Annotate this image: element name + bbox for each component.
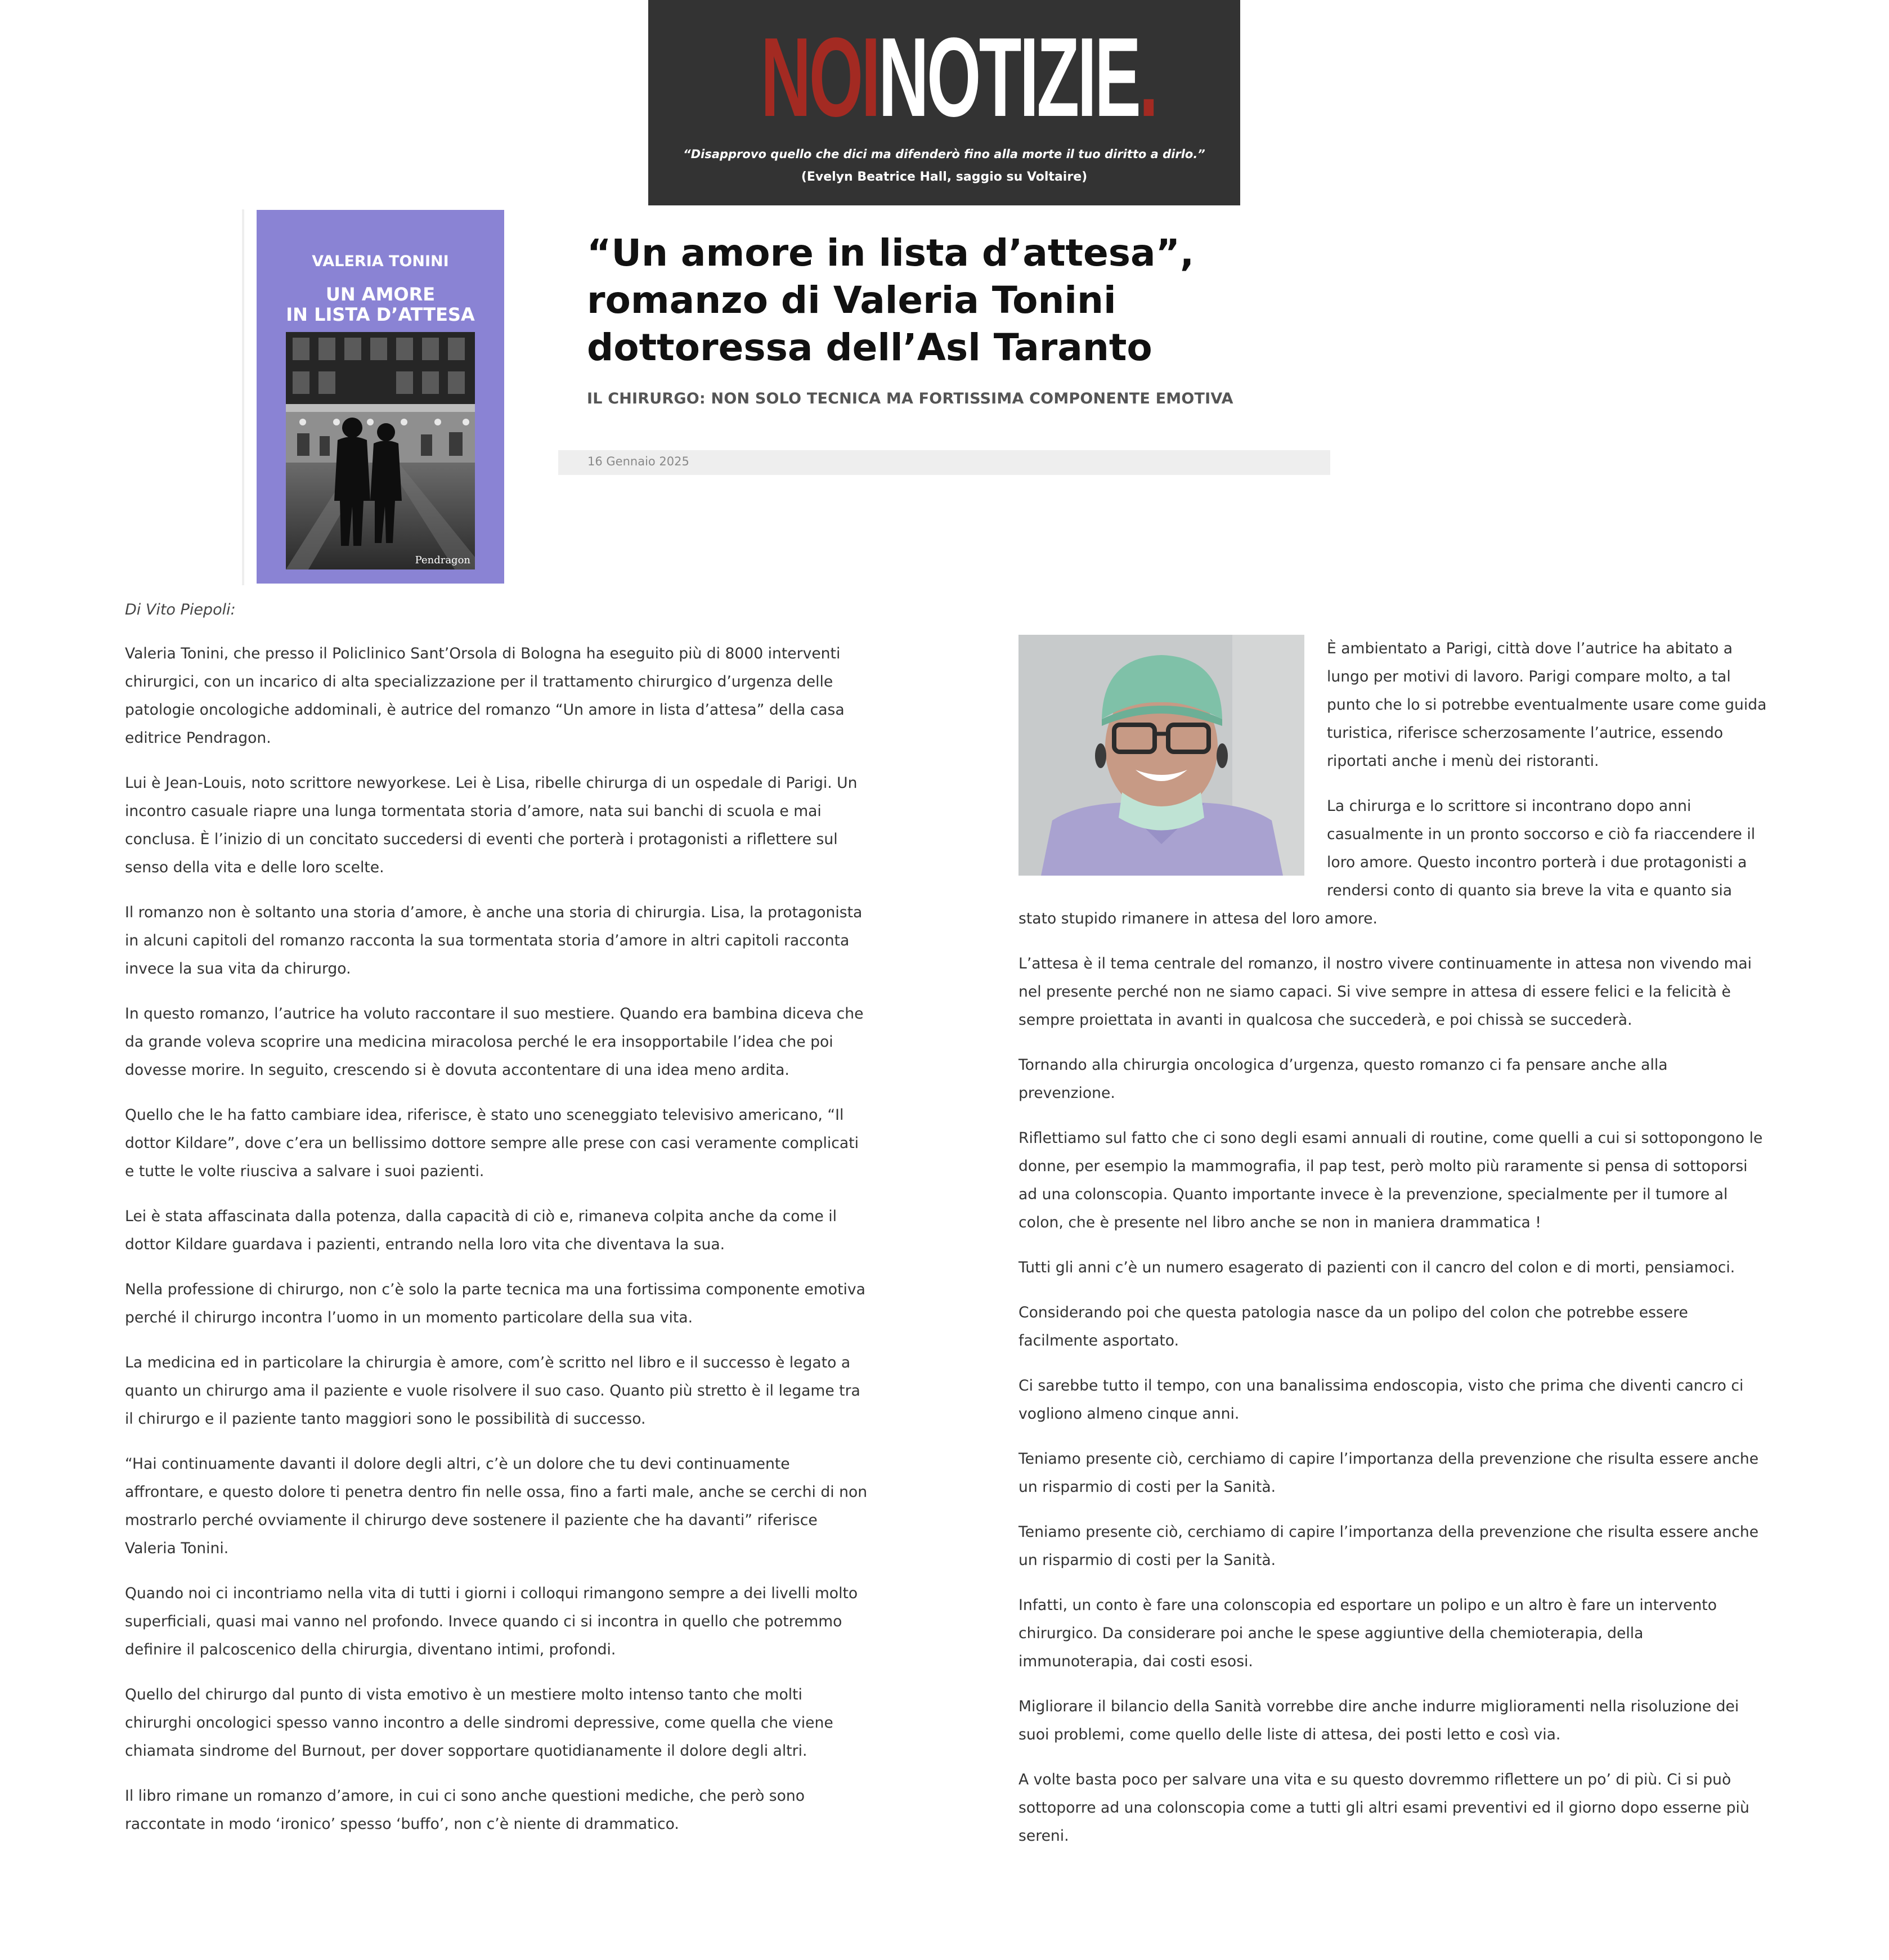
cover-title-line-2: IN LISTA D’ATTESA (286, 304, 475, 325)
paragraph: Teniamo presente ciò, cerchiamo di capire l’importanza della prevenzione che risulta essere anche un risparmio di costi per la Sanità. (1018, 1450, 1759, 1496)
paragraph: Quando noi ci incontriamo nella vita di tutti i giorni i colloqui rimangono sempre a dei livelli molto superficiali, quasi mai vanno nel profondo. Invece quando ci si incontra in quello che potremmo definire il palcoscenico della chirurgia, diventano intimi, profondi. (125, 1585, 858, 1658)
paragraph: Il libro rimane un romanzo d’amore, in cui ci sono anche questioni mediche, che però sono raccontate in modo ‘ironico’ spesso ‘buffo’, non c’è niente di drammatico. (125, 1787, 805, 1833)
paragraph: Quello che le ha fatto cambiare idea, riferisce, è stato uno sceneggiato televisivo americano, “Il dottor Kildare”, dove c’era un bellissimo dottore sempre alle prese con casi veramente complicati e tutte le volte riusciva a salvare i suoi pazienti. (125, 1106, 859, 1180)
article-left-column (125, 640, 868, 1855)
cover-divider (242, 209, 244, 585)
cover-author: VALERIA TONINI (312, 253, 449, 270)
paragraph: Infatti, un conto è fare una colonscopia ed esportare un polipo e un altro è fare un intervento chirurgico. Da considerare poi anche le spese aggiuntive della chemioterapia, della immunoterapia, dai costi esosi. (1018, 1596, 1717, 1670)
paragraph: Considerando poi che questa patologia nasce da un polipo del colon che potrebbe essere facilmente asportato. (1018, 1304, 1688, 1349)
paragraph: “Hai continuamente davanti il dolore degli altri, c’è un dolore che tu devi continuamente affrontare, e questo dolore ti penetra dentro fin nelle ossa, fino a farti male, anche se cerchi di non mostrarlo perché ovviamente il chirurgo deve sostenere il paziente che ha davanti” riferisce Valeria Tonini. (125, 1455, 868, 1557)
masthead-motto-attribution: (Evelyn Beatrice Hall, saggio su Voltaire) (801, 170, 1088, 184)
paragraph: Migliorare il bilancio della Sanità vorrebbe dire anche indurre miglioramenti nella risoluzione dei suoi problemi, come quello delle liste di attesa, dei posti letto e così via. (1018, 1698, 1739, 1743)
paragraph: È ambientato a Parigi, città dove l’autrice ha abitato a lungo per motivi di lavoro. Parigi compare molto, a tal punto che lo si potrebbe eventualmente usare come guida turistica, riferisce scherzosamente l’autrice, essendo riportati anche i menù dei ristoranti. (1327, 640, 1767, 770)
paragraph: Teniamo presente ciò, cerchiamo di capire l’importanza della prevenzione che risulta essere anche un risparmio di costi per la Sanità. (1018, 1523, 1759, 1569)
cover-title (257, 284, 504, 325)
article-headline: “Un amore in lista d’attesa”, romanzo di Valeria Tonini dottoressa dell’Asl Taranto (587, 231, 1195, 369)
date-bar (558, 450, 1330, 475)
masthead-banner (648, 0, 1240, 205)
logo-dot: . (1139, 15, 1156, 140)
paragraph: Lei è stata affascinata dalla potenza, dalla capacità di ciò e, rimaneva colpita anche da come il dottor Kildare guardava i pazienti, entrando nella loro vita che diventava la sua. (125, 1208, 837, 1253)
logo-notizie: NOTIZIE (878, 15, 1139, 140)
paragraph: Il romanzo non è soltanto una storia d’amore, è anche una storia di chirurgia. Lisa, la protagonista in alcuni capitoli del romanzo racconta la sua tormentata storia d’amore in altri capitoli racconta invece la sua vita da chirurgo. (125, 904, 863, 977)
cover-publisher-logo: Pendragon (415, 554, 470, 566)
paragraph: La medicina ed in particolare la chirurgia è amore, com’è scritto nel libro e il successo è legato a quanto un chirurgo ama il paziente e vuole risolvere il suo caso. Quanto più stretto è il legame tra il chirurgo e il paziente tanto maggiori sono le possibilità di successo. (125, 1354, 860, 1428)
paragraph: Quello del chirurgo dal punto di vista emotivo è un mestiere molto intenso tanto che molti chirurghi oncologici spesso vanno incontro a delle sindromi depressive, come quella che viene chiamata sindrome del Burnout, per dover sopportare quotidianamente il dolore degli altri. (125, 1686, 833, 1760)
paragraph: A volte basta poco per salvare una vita e su questo dovremmo riflettere un po’ di più. Ci si può sottoporre ad una colonscopia come a tutti gli altri esami preventivi ed il giorno dopo esserne più sereni. (1018, 1771, 1749, 1845)
paragraph: Riflettiamo sul fatto che ci sono degli esami annuali di routine, come quelli a cui si sottopongono le donne, per esempio la mammografia, il pap test, però molto più raramente si pensa di sottoporsi ad una colonscopia. Quanto importante invece è la prevenzione, specialmente per il tumore al colon, che è presente nel libro anche se non in maniera drammatica ! (1018, 1129, 1763, 1231)
site-logo[interactable] (760, 15, 1156, 140)
paragraph: Ci sarebbe tutto il tempo, con una banalissima endoscopia, visto che prima che diventi cancro ci vogliono almeno cinque anni. (1018, 1377, 1744, 1423)
cover-night-street-photo (286, 332, 475, 569)
article-byline: Di Vito Piepoli: (125, 601, 236, 618)
book-cover-image (257, 210, 504, 584)
paragraph: Lui è Jean-Louis, noto scrittore newyorkese. Lei è Lisa, ribelle chirurga di un ospedale di Parigi. Un incontro casuale riapre una lunga tormentata storia d’amore, nata sui banchi di scuola e mai conclusa. È l’inizio di un concitato succedersi di eventi che porterà i protagonisti a riflettere sul senso della vita e delle loro scelte. (125, 774, 858, 876)
masthead-motto: “Disapprovo quello che dici ma difenderò fino alla morte il tuo diritto a dirlo.” (683, 147, 1205, 161)
paragraph: La chirurga e lo scrittore si incontrano dopo anni casualmente in un pronto soccorso e ciò fa riaccendere il loro amore. Questo incontro porterà i due protagonisti a rendersi conto di quanto sia breve la vita e quanto sia stato stupido rimanere in attesa del loro amore. (1018, 797, 1756, 927)
paragraph: Valeria Tonini, che presso il Policlinico Sant’Orsola di Bologna ha eseguito più di 8000 interventi chirurgici, con un incarico di alta specializzazione per il trattamento chirurgico d’urgenza delle patologie oncologiche addominali, è autrice del romanzo “Un amore in lista d’attesa” della casa editrice Pendragon. (125, 645, 845, 747)
surgeon-portrait-photo (1018, 635, 1304, 876)
logo-noi: NOI (760, 15, 879, 140)
article-subtitle: IL CHIRURGO: NON SOLO TECNICA MA FORTISSIMA COMPONENTE EMOTIVA (587, 390, 1233, 407)
article-right-column (1018, 635, 1767, 1867)
paragraph: Tornando alla chirurgia oncologica d’urgenza, questo romanzo ci fa pensare anche alla prevenzione. (1018, 1056, 1668, 1102)
paragraph: Tutti gli anni c’è un numero esagerato di pazienti con il cancro del colon e di morti, pensiamoci. (1018, 1259, 1735, 1276)
article-date: 16 Gennaio 2025 (587, 455, 689, 468)
paragraph: In questo romanzo, l’autrice ha voluto raccontare il suo mestiere. Quando era bambina diceva che da grande voleva scoprire una medicina miracolosa perché le era insopportabile l’idea che poi dovesse morire. In seguito, crescendo si è dovuta accontentare di una idea meno ardita. (125, 1005, 864, 1079)
paragraph: Nella professione di chirurgo, non c’è solo la parte tecnica ma una fortissima componente emotiva perché il chirurgo incontra l’uomo in un momento particolare della sua vita. (125, 1281, 865, 1326)
paragraph: L’attesa è il tema centrale del romanzo, il nostro vivere continuamente in attesa non vivendo mai nel presente perché non ne siamo capaci. Si vive sempre in attesa di essere felici e la felicità è sempre proiettata in avanti in qualcosa che succederà, e poi chissà se succederà. (1018, 955, 1752, 1029)
cover-title-line-1: UN AMORE (325, 284, 436, 305)
